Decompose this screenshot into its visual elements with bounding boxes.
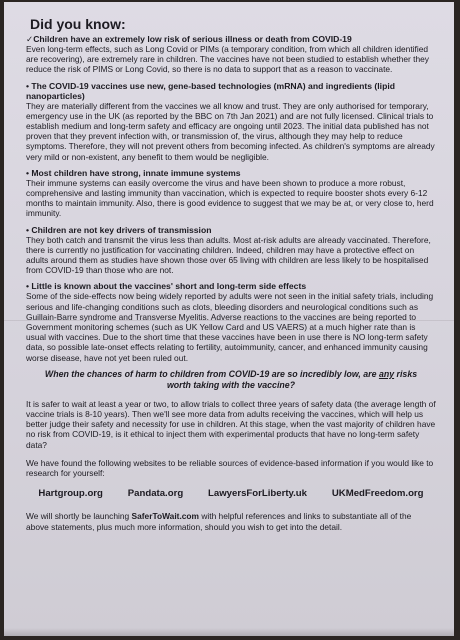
section-transmission <box>26 225 436 276</box>
page-shadow <box>4 628 454 636</box>
website-pandata: Pandata.org <box>127 488 184 500</box>
question-callout <box>34 369 428 391</box>
section-body: Even long-term effects, such as Long Covid or PIMs (a temporary condition, from which all children identified are recovering), are extremely rare in children. The vaccines have not been studied to establish whether they reduce the risk of PIMS or Long Covid, so there is no data to support that as a reason to vaccinate. <box>26 44 429 75</box>
section-body: They both catch and transmit the virus less than adults. Most at-risk adults are already vaccinated. Therefore, there is currently no justification for vaccinating children. Indeed, children may have a protective effect on adults around them as studies have shown those over 65 living with children are less likely to be hospitalised from COVID-19 than those who are not. <box>26 234 431 276</box>
website-lawyersforliberty: LawyersForLiberty.uk <box>208 488 308 500</box>
section-body: Their immune systems can easily overcome the virus and have been shown to produce a more robust, comprehensive and lasting immunity than vaccination, which is expected to require booster shots every 6-12 months to maintain immunity. Also, there is good evidence to suggest that we may be at, or very close to, herd immunity. <box>26 177 434 219</box>
leaflet-heading: Did you know: <box>30 16 126 32</box>
section-body: They are materially different from the vaccines we all know and trust. They are only authorised for temporary, emergency use in the UK (as reported by the BBC on 7th Jan 2021) and are not fully licensed. Clinical trials to establish medium and long-term safety and efficacy are ongoing until 2023. The initial data published has not proven that they prevent infection with, or transmission of, the virus, although they may help to reduce symptoms. Therefore, they will not prevent others from becoming infected. As children's symptoms are already very mild or non-existent, any benefit to them would be negligible. <box>26 100 435 162</box>
section-low-risk <box>26 34 436 75</box>
website-list <box>26 488 436 499</box>
section-title: • The COVID-19 vaccines use new, gene-based technologies (mRNA) and ingredients (lipid nanoparticles) <box>26 80 395 101</box>
section-title: ✓Children have an extremely low risk of serious illness or death from COVID-19 <box>26 34 352 44</box>
section-title: • Most children have strong, innate immune systems <box>26 167 241 178</box>
website-hartgroup: Hartgroup.org <box>38 488 103 500</box>
paper-fold <box>4 320 454 321</box>
question-text-after: risks worth taking with the vaccine? <box>166 368 418 390</box>
wait-paragraph: It is safer to wait at least a year or two, to allow trials to collect three years of safety data (the average length of vaccine trials is 8-10 years). Then we'll see more data from adults receiving the vaccines, which will help us better judge their safety and necessity for use in children. At this stage, when the vast majority of children have no risk from COVID-19, is it ethical to inject them with experimental products that have no long-term safety data? <box>26 398 436 450</box>
section-side-effects <box>26 281 436 362</box>
footer-text-before: We will shortly be launching <box>26 511 132 522</box>
question-text-before: When the chances of harm to children from COVID-19 are so incredibly low, are <box>44 368 379 379</box>
website-ukmedfreedom: UKMedFreedom.org <box>331 488 424 500</box>
websites-intro: We have found the following websites to be reliable sources of evidence-based information if you would like to research for yourself: <box>26 457 434 479</box>
section-body: Some of the side-effects now being widely reported by adults were not seen in the initial safety trials, including serious and life-changing conditions such as clots, bleeding disorders and neurological conditions such as Guillain-Barre syndrome and Transverse Myelitis. Adverse reactions to the vaccines are being reported to Government monitoring schemes (such as UK Yellow Card and US VAERS) at a much higher rate than is usual with vaccines. Due to the short time that these vaccines have been in use there is NO long-term safety data, so possible late-onset effects relating to fertility, autoimmunity, cancer, and enhanced immunity causing worse disease, have not yet been ruled out. <box>26 291 434 363</box>
footer-text-after: with helpful references and links to substantiate all of the above statements, plus much more information, should you wish to get into the detail. <box>26 511 412 532</box>
section-immune-systems <box>26 168 436 219</box>
section-gene-based <box>26 81 436 162</box>
footer-site: SaferToWait.com <box>131 511 199 522</box>
footer-note <box>26 511 436 531</box>
leaflet-page <box>4 2 454 636</box>
section-title: • Children are not key drivers of transmission <box>26 224 212 235</box>
section-title: • Little is known about the vaccines' short and long-term side effects <box>26 281 307 292</box>
question-underlined: any <box>378 368 395 379</box>
